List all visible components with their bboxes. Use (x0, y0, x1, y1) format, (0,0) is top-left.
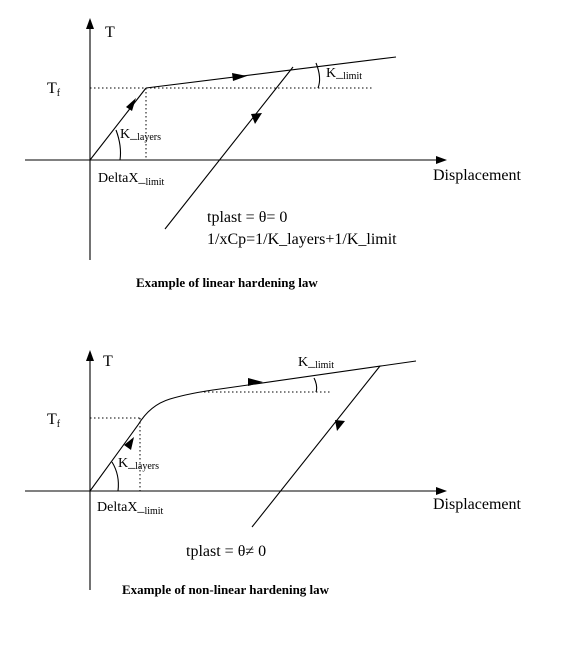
linear-elastic-arrow (126, 98, 136, 111)
linear-x-axis-arrow (436, 156, 447, 164)
linear-k-limit-label: K_limit (326, 66, 363, 82)
linear-deltax-label: $DeltaX\__{limit}$ (98, 171, 165, 188)
nonlinear-x-axis-arrow (436, 487, 447, 495)
linear-caption: Example of linear hardening law (136, 275, 318, 290)
linear-hardening-diagram (25, 18, 522, 290)
linear-elastic-line (90, 88, 146, 160)
nonlinear-k-limit-label: K_limit (298, 355, 335, 371)
nonlinear-x-axis-label: Displacement (433, 496, 521, 513)
linear-equation-2: 1/xCp=1/K_layers+1/K_limit (207, 231, 397, 248)
linear-tf-label: Tf (47, 80, 61, 99)
nonlinear-k-limit-arc (314, 378, 317, 392)
nonlinear-hardening-arrow (248, 378, 263, 386)
nonlinear-y-axis-label: T (103, 353, 113, 370)
nonlinear-k-layers-label: K_layers (118, 456, 160, 472)
nonlinear-caption: Example of non-linear hardening law (122, 582, 330, 597)
linear-unloading-line (165, 67, 293, 229)
nonlinear-unloading-arrow (335, 420, 345, 431)
nonlinear-equation-1: tplast = θ≠ 0 (186, 543, 267, 560)
nonlinear-elastic-arrow (124, 437, 134, 450)
nonlinear-deltax-label: $DeltaX\__{limit}$ (97, 500, 164, 517)
linear-x-axis-label: Displacement (433, 167, 521, 184)
nonlinear-y-axis-arrow (86, 350, 94, 361)
nonlinear-tf-label: Tf (47, 411, 61, 430)
linear-k-layers-label: K_layers (120, 127, 162, 143)
nonlinear-hardening-diagram (25, 350, 522, 597)
linear-y-axis-label: T (105, 24, 115, 41)
linear-hardening-arrow (232, 73, 247, 81)
linear-y-axis-arrow (86, 18, 94, 29)
linear-equation-1: tplast = θ= 0 (207, 209, 288, 226)
